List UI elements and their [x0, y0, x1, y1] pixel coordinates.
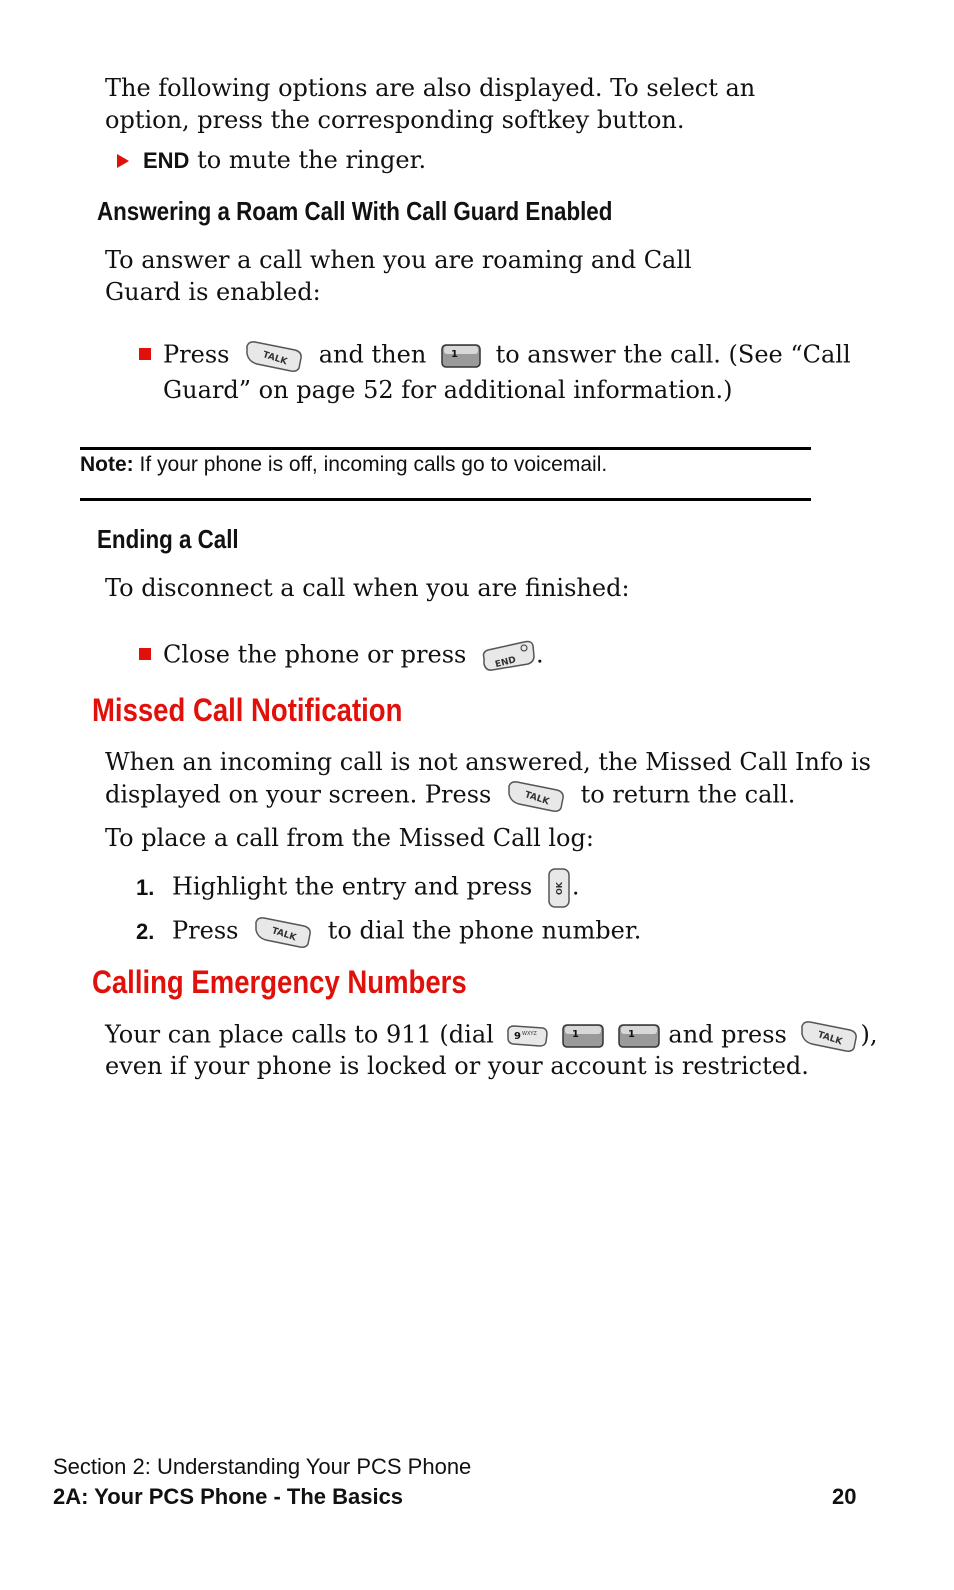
bullet-square-icon — [139, 648, 151, 660]
note-text: If your phone is off, incoming calls go to voicemail. — [139, 453, 608, 476]
note-label: Note: — [80, 453, 134, 476]
end-key-label: END — [143, 148, 190, 173]
svg-text:END: END — [494, 655, 518, 671]
roam-heading: Answering a Roam Call With Call Guard Enabled — [97, 196, 613, 226]
missed-step-1-period: . — [571, 872, 580, 901]
intro-option-item — [117, 144, 426, 177]
ending-paragraph: To disconnect a call when you are finished: — [105, 574, 630, 602]
roam-step-and-then: and then — [318, 340, 427, 369]
missed-para-line1: When an incoming call is not answered, the Missed Call Info is — [105, 748, 871, 776]
roam-step-press: Press — [163, 340, 230, 369]
svg-text:1: 1 — [450, 349, 458, 360]
missed-para-line2 — [105, 778, 795, 814]
svg-text:TALK: TALK — [523, 790, 551, 808]
end-key-icon — [480, 638, 536, 674]
bullet-arrow-icon — [117, 154, 129, 168]
svg-text:TALK: TALK — [261, 350, 289, 368]
missed-step-1 — [136, 867, 579, 909]
emergency-line1-a: Your can place calls to 911 (dial — [105, 1020, 494, 1049]
ending-step — [139, 638, 544, 674]
step-number: 1. — [136, 874, 155, 900]
missed-para2: To place a call from the Missed Call log: — [105, 824, 594, 852]
emergency-line1 — [105, 1018, 877, 1054]
svg-text:1: 1 — [572, 1029, 580, 1040]
emergency-heading: Calling Emergency Numbers — [92, 964, 467, 1000]
missed-step-1-text: Highlight the entry and press — [172, 872, 533, 901]
roam-paragraph: To answer a call when you are roaming and Call Guard is enabled: — [105, 246, 692, 306]
talk-key-icon — [243, 338, 305, 374]
talk-key-icon — [252, 914, 314, 950]
one-key-icon — [440, 342, 482, 370]
roam-step — [139, 338, 851, 374]
emergency-line2: even if your phone is locked or your account is restricted. — [105, 1052, 809, 1080]
talk-key-icon — [505, 778, 567, 814]
svg-text:TALK: TALK — [270, 926, 298, 944]
nine-key-icon — [505, 1022, 549, 1050]
missed-step-2-end: to dial the phone number. — [327, 916, 642, 945]
missed-para-line2-b: to return the call. — [580, 780, 796, 809]
note — [80, 453, 607, 477]
svg-text:1: 1 — [627, 1029, 635, 1040]
footer-section: Section 2: Understanding Your PCS Phone — [53, 1454, 472, 1479]
intro-option-text: to mute the ringer. — [197, 146, 427, 174]
missed-para-line2-a: displayed on your screen. Press — [105, 780, 492, 809]
one-key-icon — [561, 1022, 605, 1050]
bullet-square-icon — [139, 348, 151, 360]
ending-heading: Ending a Call — [97, 524, 239, 554]
roam-step-answer: to answer the call. (See “Call — [495, 340, 851, 369]
missed-step-2-text: Press — [172, 916, 239, 945]
svg-text:9: 9 — [514, 1031, 522, 1042]
ok-key-icon — [546, 867, 572, 909]
svg-text:OK: OK — [554, 882, 564, 895]
ending-step-text: Close the phone or press — [163, 640, 467, 669]
page-number: 20 — [832, 1484, 857, 1509]
ending-step-period: . — [536, 640, 544, 669]
emergency-line1-b: and press — [668, 1020, 787, 1049]
talk-key-icon — [798, 1018, 860, 1054]
one-key-icon — [617, 1022, 661, 1050]
missed-step-2 — [136, 914, 641, 950]
svg-text:WXYZ: WXYZ — [522, 1031, 538, 1037]
step-number: 2. — [136, 918, 155, 944]
footer-chapter: 2A: Your PCS Phone - The Basics — [53, 1484, 404, 1509]
svg-text:TALK: TALK — [816, 1030, 844, 1048]
emergency-line1-c: ), — [860, 1020, 878, 1049]
note-top-rule — [80, 447, 811, 450]
missed-call-heading: Missed Call Notification — [92, 692, 403, 728]
roam-step-continued: Guard” on page 52 for additional information.) — [163, 376, 733, 404]
intro-paragraph: The following options are also displayed. To select an option, press the corresponding softkey button. — [105, 74, 756, 134]
note-bottom-rule — [80, 498, 811, 501]
